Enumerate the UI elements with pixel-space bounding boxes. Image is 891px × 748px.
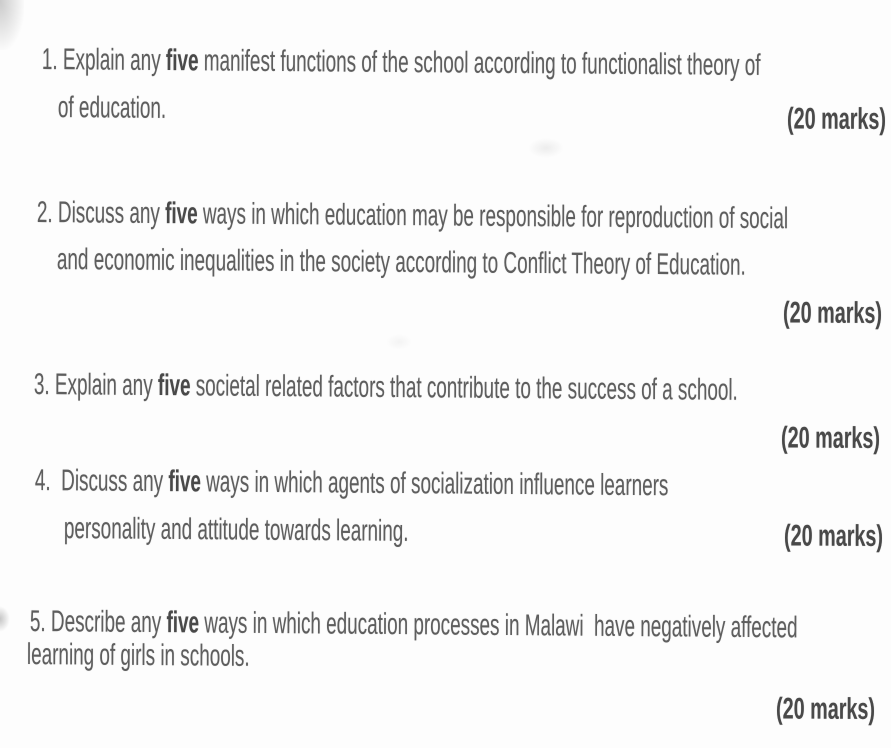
question-1-line-2 bbox=[58, 91, 166, 126]
question-text-bold: five bbox=[165, 197, 198, 231]
question-text: of education. bbox=[57, 91, 167, 125]
question-2-line-2 bbox=[57, 243, 746, 283]
question-3-marks: (20 marks) bbox=[780, 421, 880, 455]
question-text: 3. Explain any bbox=[33, 368, 158, 403]
question-text-bold: five bbox=[168, 465, 201, 499]
question-text: 5. Describe any bbox=[29, 605, 167, 640]
question-text-bold: five bbox=[166, 606, 200, 640]
question-text: ways in which education may be responsible for reproduction of social bbox=[197, 197, 789, 236]
question-1-line-1 bbox=[42, 43, 761, 83]
question-4-marks: (20 marks) bbox=[783, 519, 883, 553]
question-text: manifest functions of the school according to functionalist theory of bbox=[198, 44, 761, 82]
question-2-marks: (20 marks) bbox=[782, 296, 882, 330]
question-text-bold: five bbox=[165, 44, 199, 78]
question-text: learning of girls in schools. bbox=[26, 638, 250, 673]
scan-edge-mark bbox=[0, 606, 10, 632]
question-2-line-1 bbox=[37, 196, 788, 236]
question-3-line-1 bbox=[34, 368, 738, 408]
question-text: 1. Explain any bbox=[41, 43, 166, 78]
question-text: personality and attitude towards learning. bbox=[63, 512, 409, 548]
question-1-marks: (20 marks) bbox=[786, 102, 886, 136]
question-text: 4. Discuss any bbox=[34, 464, 169, 499]
question-4-line-2 bbox=[64, 512, 409, 549]
scan-smudge bbox=[386, 334, 412, 350]
question-text: societal related factors that contribute to the success of a school. bbox=[190, 369, 738, 407]
question-5-line-2 bbox=[27, 638, 250, 674]
question-text: 2. Discuss any bbox=[36, 196, 166, 231]
question-5-marks: (20 marks) bbox=[775, 692, 875, 726]
scan-corner-shadow bbox=[0, 0, 24, 50]
question-4-line-1 bbox=[35, 464, 669, 503]
scan-smudge bbox=[528, 138, 564, 158]
question-text-bold: five bbox=[157, 369, 191, 403]
question-text: and economic inequalities in the society according to Conflict Theory of Education. bbox=[56, 243, 746, 282]
question-text: ways in which agents of socialization influence learners bbox=[200, 465, 669, 503]
question-text: ways in which education processes in Malawi have negatively affected bbox=[199, 606, 798, 645]
